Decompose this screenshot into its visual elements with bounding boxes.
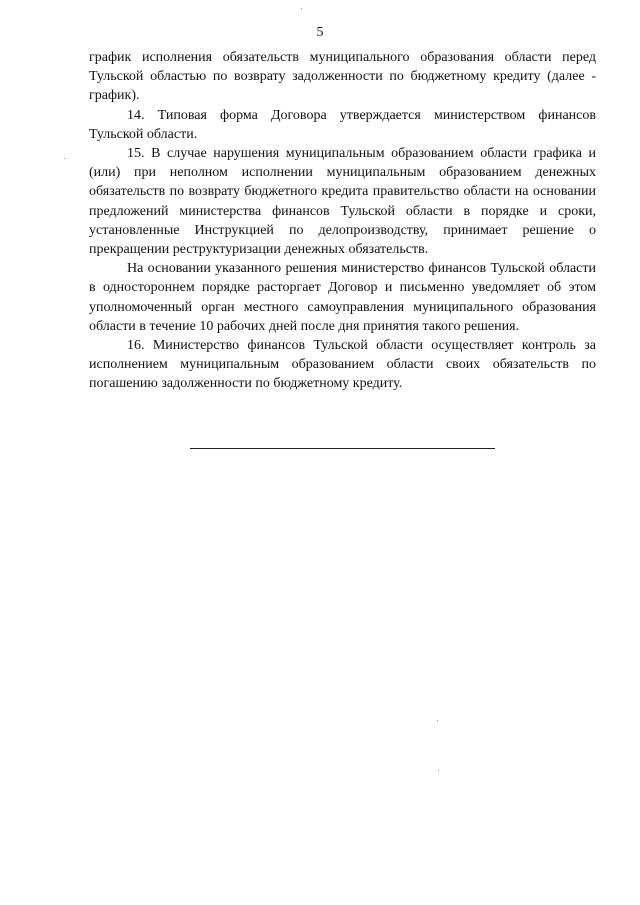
scan-speck — [437, 720, 438, 721]
scan-speck — [64, 158, 65, 159]
page-number: 5 — [316, 25, 324, 40]
paragraph-15: 15. В случае нарушения муниципальным образованием области графика и (или) при неполном исполнении муниципальным образованием денежных обязательств по возврату бюджетного кредита правительство области на основании предложений министерства финансов Тульской области в порядке и сроки, установленные Инструкцией по делопроизводству, принимает решение о прекращении реструктуризации денежных обязательств. — [89, 146, 596, 258]
document-body — [89, 48, 596, 394]
paragraph-15-continuation: На основании указанного решения министерство финансов Тульской области в одностороннем порядке расторгает Договор и письменно уведомляет об этом уполномоченный орган местного самоуправления муниципального образования области в течение 10 рабочих дней после дня принятия такого решения. — [89, 261, 596, 334]
scan-speck — [301, 8, 302, 9]
paragraph-schedule-continuation: график исполнения обязательств муниципального образования области перед Тульской областью по возврату задолженности по бюджетному кредиту (далее - график). — [89, 50, 596, 104]
paragraph-14: 14. Типовая форма Договора утверждается министерством финансов Тульской области. — [89, 107, 596, 142]
scan-speck — [438, 770, 439, 771]
paragraph-16: 16. Министерство финансов Тульской области осуществляет контроль за исполнением муниципальным образованием области своих обязательств по погашению задолженности по бюджетному кредиту. — [89, 338, 596, 392]
end-of-document-line — [190, 448, 495, 449]
